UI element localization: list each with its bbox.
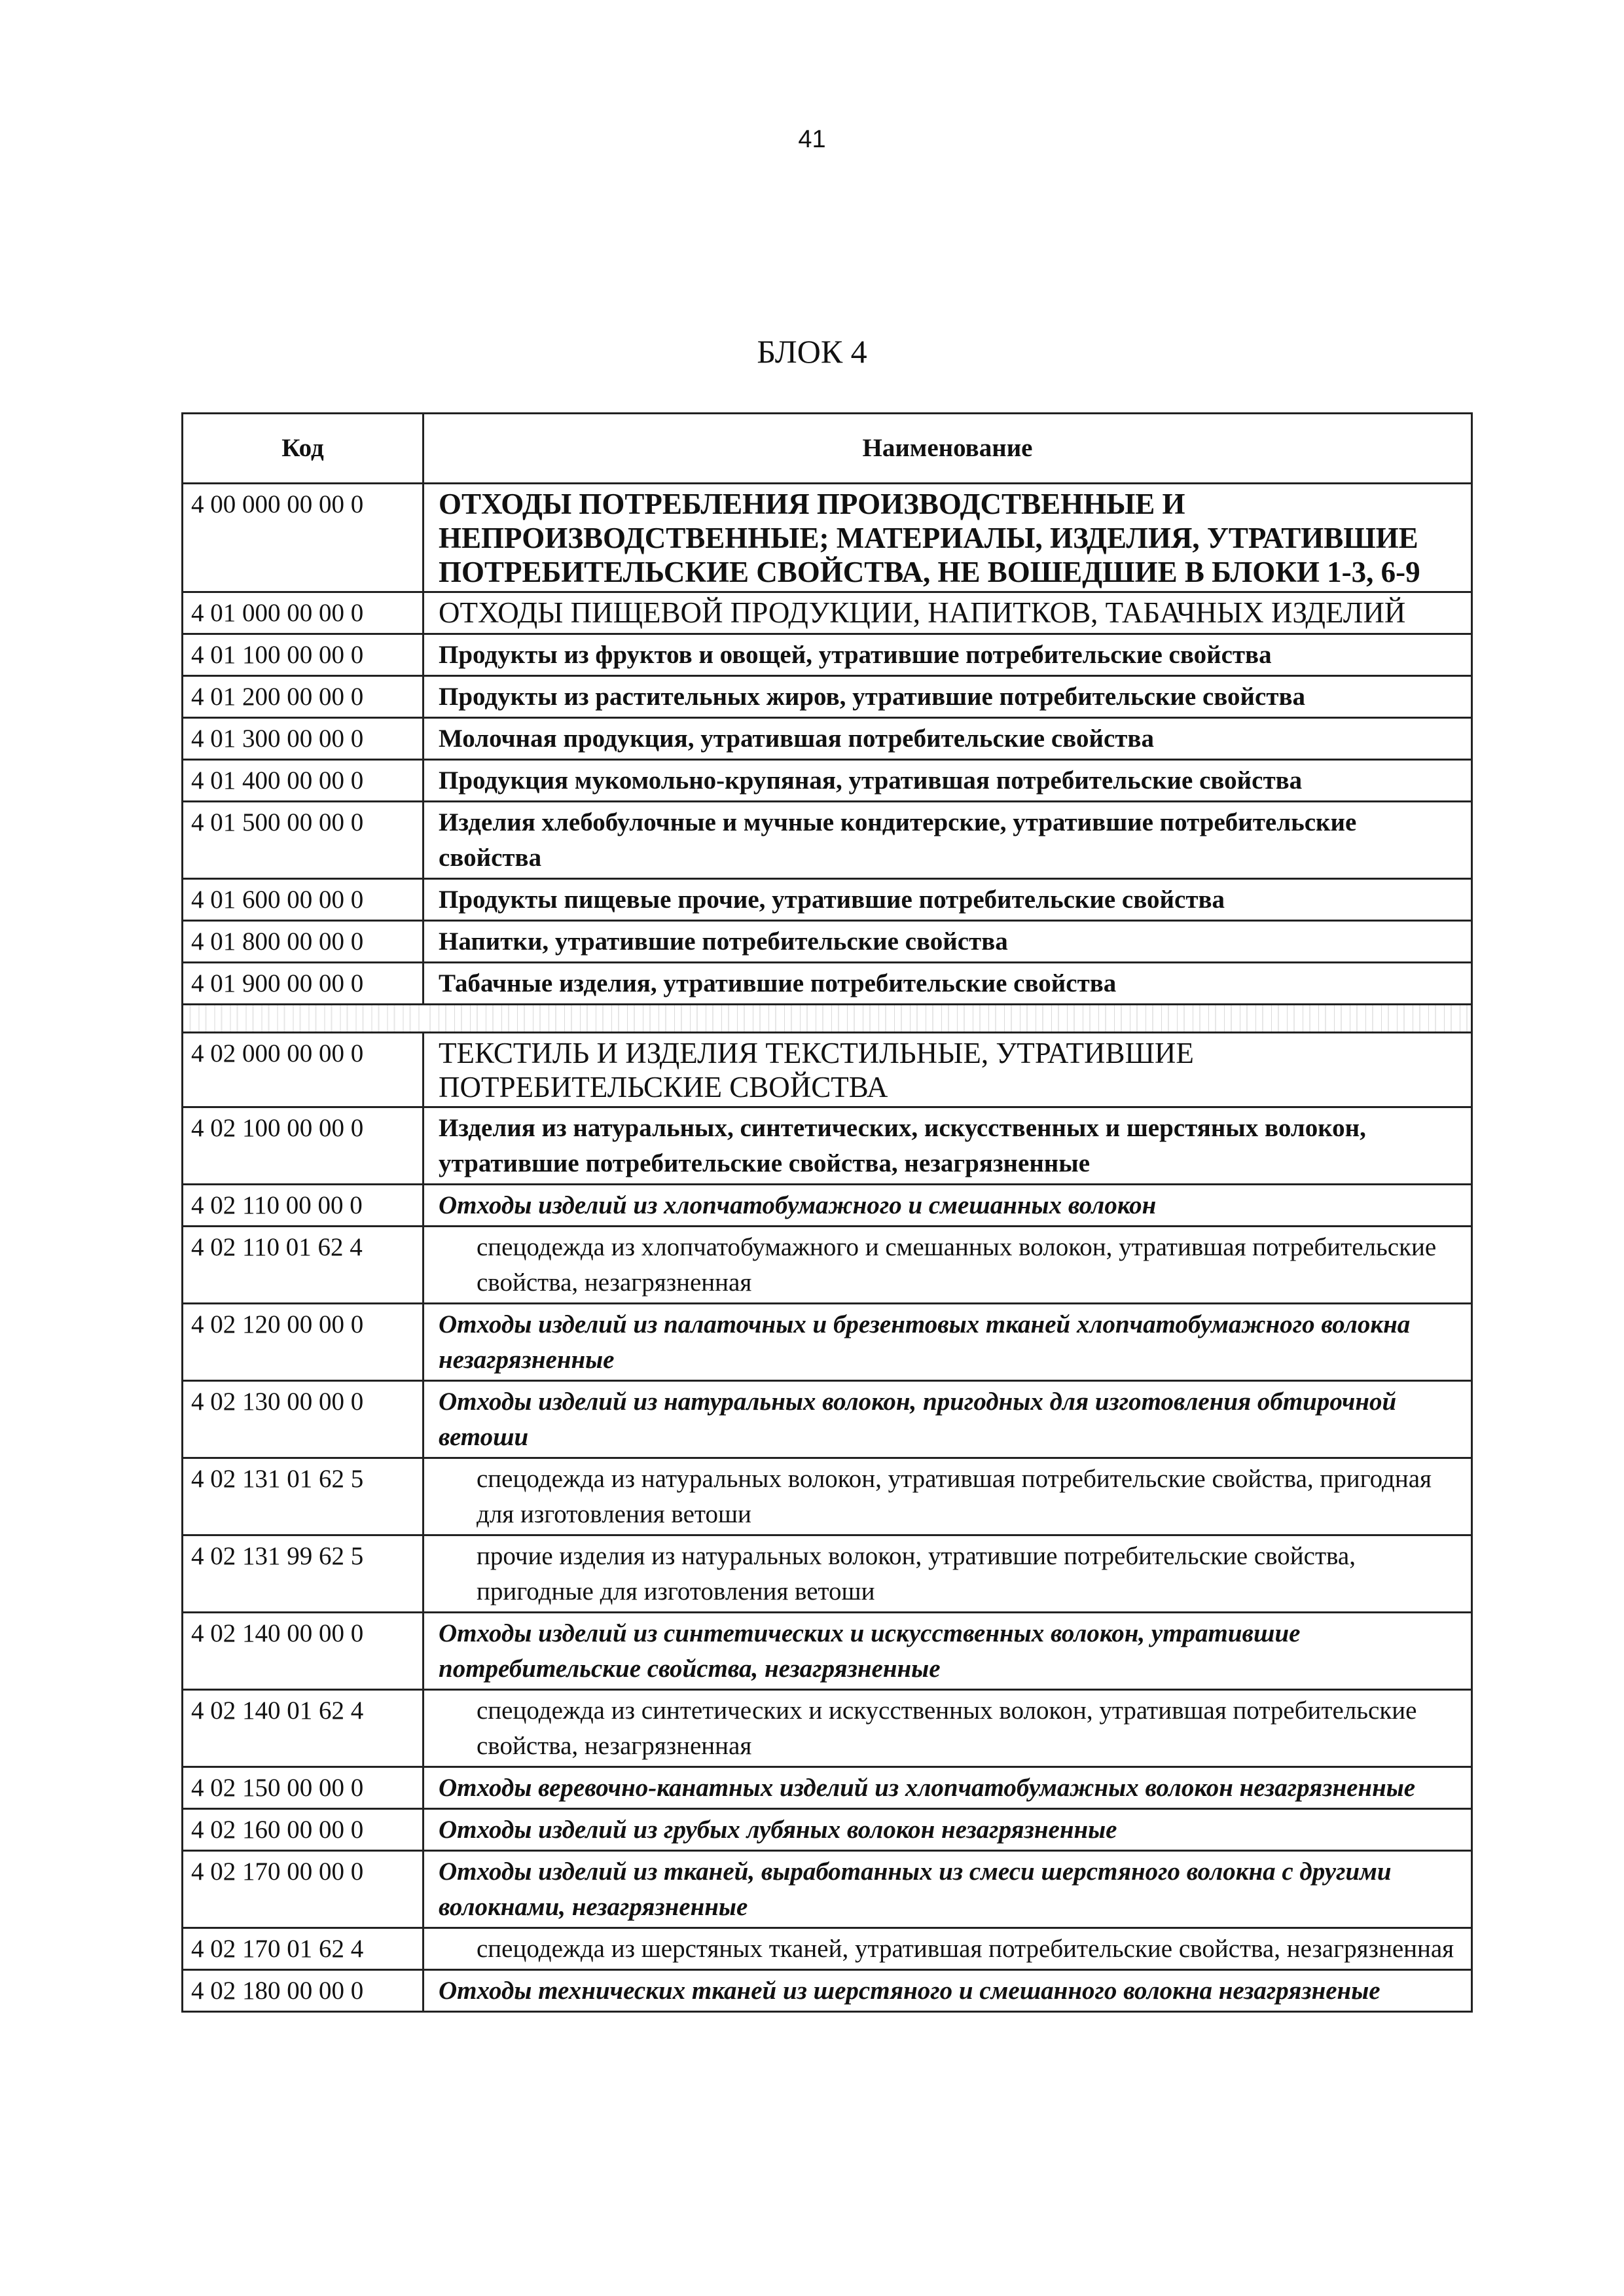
table-row xyxy=(183,1613,1472,1690)
name-cell: Отходы веревочно-канатных изделий из хлопчатобумажных волокон незагрязненные xyxy=(424,1767,1472,1809)
name-cell: Отходы изделий из натуральных волокон, пригодных для изготовления обтирочной ветоши xyxy=(424,1381,1472,1458)
table-row xyxy=(183,963,1472,1005)
header-name: Наименование xyxy=(424,414,1472,484)
code-cell: 4 02 140 01 62 4 xyxy=(183,1690,424,1767)
table-row xyxy=(183,1381,1472,1458)
table-row xyxy=(183,1107,1472,1185)
code-cell: 4 01 600 00 00 0 xyxy=(183,879,424,921)
code-cell: 4 02 000 00 00 0 xyxy=(183,1033,424,1107)
name-cell: Отходы изделий из хлопчатобумажного и смешанных волокон xyxy=(424,1185,1472,1227)
name-cell: Отходы изделий из палаточных и брезентовых тканей хлопчатобумажного волокна незагрязненные xyxy=(424,1304,1472,1381)
table-row xyxy=(183,1928,1472,1970)
table-row xyxy=(183,802,1472,879)
code-cell: 4 02 110 00 00 0 xyxy=(183,1185,424,1227)
name-cell: спецодежда из натуральных волокон, утратившая потребительские свойства, пригодная для изготовления ветоши xyxy=(424,1458,1472,1535)
code-cell: 4 02 170 00 00 0 xyxy=(183,1851,424,1928)
code-cell: 4 01 200 00 00 0 xyxy=(183,676,424,718)
name-cell: спецодежда из синтетических и искусственных волокон, утратившая потребительские свойства, незагрязненная xyxy=(424,1690,1472,1767)
table-separator-row xyxy=(183,1005,1472,1033)
code-cell: 4 01 400 00 00 0 xyxy=(183,760,424,802)
code-cell: 4 02 140 00 00 0 xyxy=(183,1613,424,1690)
table-row xyxy=(183,484,1472,592)
name-cell: спецодежда из хлопчатобумажного и смешанных волокон, утратившая потребительские свойства, незагрязненная xyxy=(424,1227,1472,1304)
code-cell: 4 02 130 00 00 0 xyxy=(183,1381,424,1458)
table-row xyxy=(183,1535,1472,1613)
table-row xyxy=(183,676,1472,718)
name-cell: Изделия из натуральных, синтетических, искусственных и шерстяных волокон, утратившие потребительские свойства, незагрязненные xyxy=(424,1107,1472,1185)
code-cell: 4 02 160 00 00 0 xyxy=(183,1809,424,1851)
name-cell: Табачные изделия, утратившие потребительские свойства xyxy=(424,963,1472,1005)
table-row xyxy=(183,592,1472,634)
name-cell: Продукты пищевые прочие, утратившие потребительские свойства xyxy=(424,879,1472,921)
code-cell: 4 02 131 99 62 5 xyxy=(183,1535,424,1613)
name-cell: ТЕКСТИЛЬ И ИЗДЕЛИЯ ТЕКСТИЛЬНЫЕ, УТРАТИВШИЕ ПОТРЕБИТЕЛЬСКИЕ СВОЙСТВА xyxy=(424,1033,1472,1107)
name-cell: Молочная продукция, утратившая потребительские свойства xyxy=(424,718,1472,760)
table-row xyxy=(183,921,1472,963)
name-cell: Отходы изделий из тканей, выработанных из смеси шерстяного волокна с другими волокнами, незагрязненные xyxy=(424,1851,1472,1928)
header-code: Код xyxy=(183,414,424,484)
name-cell: Продукты из фруктов и овощей, утратившие потребительские свойства xyxy=(424,634,1472,676)
table-row xyxy=(183,1809,1472,1851)
name-cell: спецодежда из шерстяных тканей, утратившая потребительские свойства, незагрязненная xyxy=(424,1928,1472,1970)
table-row xyxy=(183,1851,1472,1928)
code-cell: 4 02 180 00 00 0 xyxy=(183,1970,424,2012)
table-row xyxy=(183,1185,1472,1227)
table-row xyxy=(183,718,1472,760)
code-cell: 4 02 150 00 00 0 xyxy=(183,1767,424,1809)
code-cell: 4 02 100 00 00 0 xyxy=(183,1107,424,1185)
code-cell: 4 01 900 00 00 0 xyxy=(183,963,424,1005)
table-row xyxy=(183,1690,1472,1767)
page-number: 41 xyxy=(798,126,826,153)
code-cell: 4 01 800 00 00 0 xyxy=(183,921,424,963)
table-row xyxy=(183,1970,1472,2012)
name-cell: Отходы изделий из синтетических и искусственных волокон, утратившие потребительские свойства, незагрязненные xyxy=(424,1613,1472,1690)
name-cell: Напитки, утратившие потребительские свойства xyxy=(424,921,1472,963)
code-cell: 4 02 120 00 00 0 xyxy=(183,1304,424,1381)
name-cell: ОТХОДЫ ПИЩЕВОЙ ПРОДУКЦИИ, НАПИТКОВ, ТАБАЧНЫХ ИЗДЕЛИЙ xyxy=(424,592,1472,634)
code-cell: 4 01 300 00 00 0 xyxy=(183,718,424,760)
code-cell: 4 02 110 01 62 4 xyxy=(183,1227,424,1304)
table-row xyxy=(183,1767,1472,1809)
name-cell: Изделия хлебобулочные и мучные кондитерские, утратившие потребительские свойства xyxy=(424,802,1472,879)
table-row xyxy=(183,634,1472,676)
code-cell: 4 00 000 00 00 0 xyxy=(183,484,424,592)
table-header-row xyxy=(183,414,1472,484)
table-row xyxy=(183,1304,1472,1381)
code-cell: 4 01 100 00 00 0 xyxy=(183,634,424,676)
separator-cell xyxy=(183,1005,424,1033)
table-row xyxy=(183,1458,1472,1535)
waste-classification-table xyxy=(181,412,1473,2013)
name-cell: ОТХОДЫ ПОТРЕБЛЕНИЯ ПРОИЗВОДСТВЕННЫЕ И НЕПРОИЗВОДСТВЕННЫЕ; МАТЕРИАЛЫ, ИЗДЕЛИЯ, УТРАТИВШИЕ ПОТРЕБИТЕЛЬСКИЕ СВОЙСТВА, НЕ ВОШЕДШИЕ В БЛОКИ 1-3, 6-9 xyxy=(424,484,1472,592)
table-body xyxy=(183,484,1472,2012)
name-cell: прочие изделия из натуральных волокон, утратившие потребительские свойства, пригодные для изготовления ветоши xyxy=(424,1535,1472,1613)
name-cell: Продукция мукомольно-крупяная, утратившая потребительские свойства xyxy=(424,760,1472,802)
separator-cell xyxy=(424,1005,1472,1033)
name-cell: Отходы технических тканей из шерстяного и смешанного волокна незагрязненые xyxy=(424,1970,1472,2012)
table-row xyxy=(183,1227,1472,1304)
table-row xyxy=(183,879,1472,921)
block-title: БЛОК 4 xyxy=(757,333,867,370)
name-cell: Продукты из растительных жиров, утратившие потребительские свойства xyxy=(424,676,1472,718)
code-cell: 4 01 500 00 00 0 xyxy=(183,802,424,879)
code-cell: 4 01 000 00 00 0 xyxy=(183,592,424,634)
name-cell: Отходы изделий из грубых лубяных волокон незагрязненные xyxy=(424,1809,1472,1851)
table-row xyxy=(183,760,1472,802)
code-cell: 4 02 131 01 62 5 xyxy=(183,1458,424,1535)
code-cell: 4 02 170 01 62 4 xyxy=(183,1928,424,1970)
table-row xyxy=(183,1033,1472,1107)
